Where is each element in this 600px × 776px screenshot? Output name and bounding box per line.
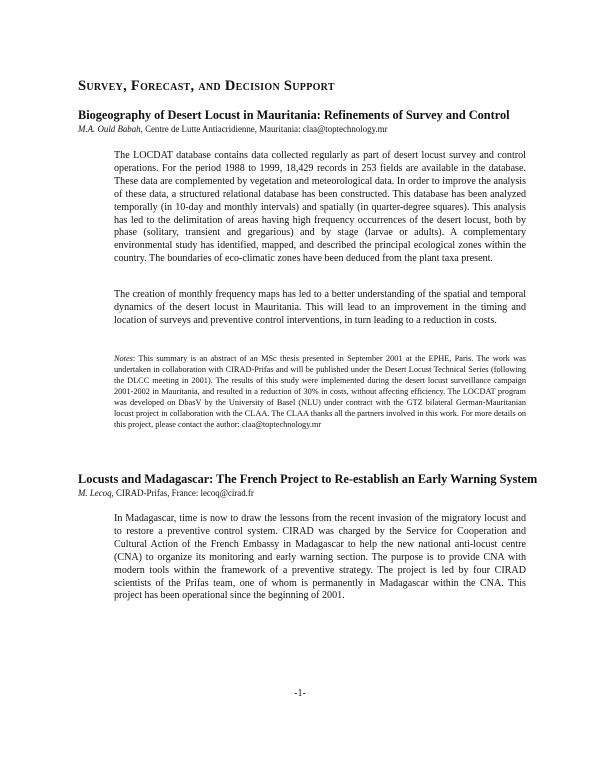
byline-mauritania xyxy=(78,124,388,134)
author-name: M. Lecoq xyxy=(78,488,112,498)
notes-paragraph xyxy=(114,353,526,430)
notes-text: : This summary is an abstract of an MSc thesis presented in September 2001 at the EPHE, Paris. The work was undertaken in collaboration with CIRAD-Prifas and will be published under the Desert Locust Technical Series (following the DLCC meeting in 2001). The results of this study were implemented during the desert locust surveillance campaign 2001-2002 in Mauritania, and resulted in a reduction of 30% in costs, without affecting efficiency. The LOCDAT program was developed on DbasV by the University of Basel (NLU) under contract with the GTZ bilateral German-Mauritanian locust project in collaboration with the CLAA. The CLAA thanks all the partners involved in this work. For more details on this project, please contact the author: claa@toptechnology.mr xyxy=(114,354,526,429)
page-number: -1- xyxy=(294,688,306,699)
paragraph-mauritania-1: The LOCDAT database contains data collected regularly as part of desert locust survey and control operations. For the period 1988 to 1999, 18,429 records in 253 fields are available in the database. These data are complemented by vegetation and meteorological data. In order to improve the analysis of these data, a structured relational database has been constructed. This database has been analyzed temporally (in 10-day and monthly intervals) and spatially (in quarter-degree squares). This analysis has led to the delimitation of areas having high frequency occurrences of the desert locust, both by phase (solitary, transient and gregarious) and by stage (larvae or adults). A complementary environmental study has identified, mapped, and described the principal ecological zones within the country. The boundaries of eco-climatic zones have been deduced from the plant taxa present. xyxy=(114,150,526,265)
article-title-madagascar: Locusts and Madagascar: The French Project to Re-establish an Early Warning System xyxy=(78,472,538,486)
paragraph-mauritania-2: The creation of monthly frequency maps has led to a better understanding of the spatial and temporal dynamics of the desert locust in Mauritania. This will lead to an improvement in the timing and location of surveys and preventive control interventions, in turn leading to a reduction in costs. xyxy=(114,289,526,326)
byline-madagascar xyxy=(78,488,254,498)
author-affiliation: , CIRAD-Prifas, France: lecoq@cirad.fr xyxy=(111,488,254,498)
author-affiliation: , Centre de Lutte Antiacridienne, Mauritania: claa@toptechnology.mr xyxy=(140,124,388,134)
paragraph-madagascar-1: In Madagascar, time is now to draw the lessons from the recent invasion of the migratory locust and to restore a preventive control system. CIRAD was charged by the Service for Cooperation and Cultural Action of the French Embassy in Madagascar to help the new national anti-locust centre (CNA) to organize its monitoring and early warning section. The purpose is to provide CNA with modern tools within the framework of a preventive strategy. The project is led by four CIRAD scientists of the Prifas team, one of whom is permanently in Madagascar within the CNA. This project has been operational since the beginning of 2001. xyxy=(114,513,526,602)
article-title-mauritania: Biogeography of Desert Locust in Mauritania: Refinements of Survey and Control xyxy=(78,108,510,122)
author-name: M.A. Ould Babah xyxy=(78,124,141,134)
section-title: Survey, Forecast, and Decision Support xyxy=(78,78,335,94)
notes-label: Notes xyxy=(114,354,133,363)
